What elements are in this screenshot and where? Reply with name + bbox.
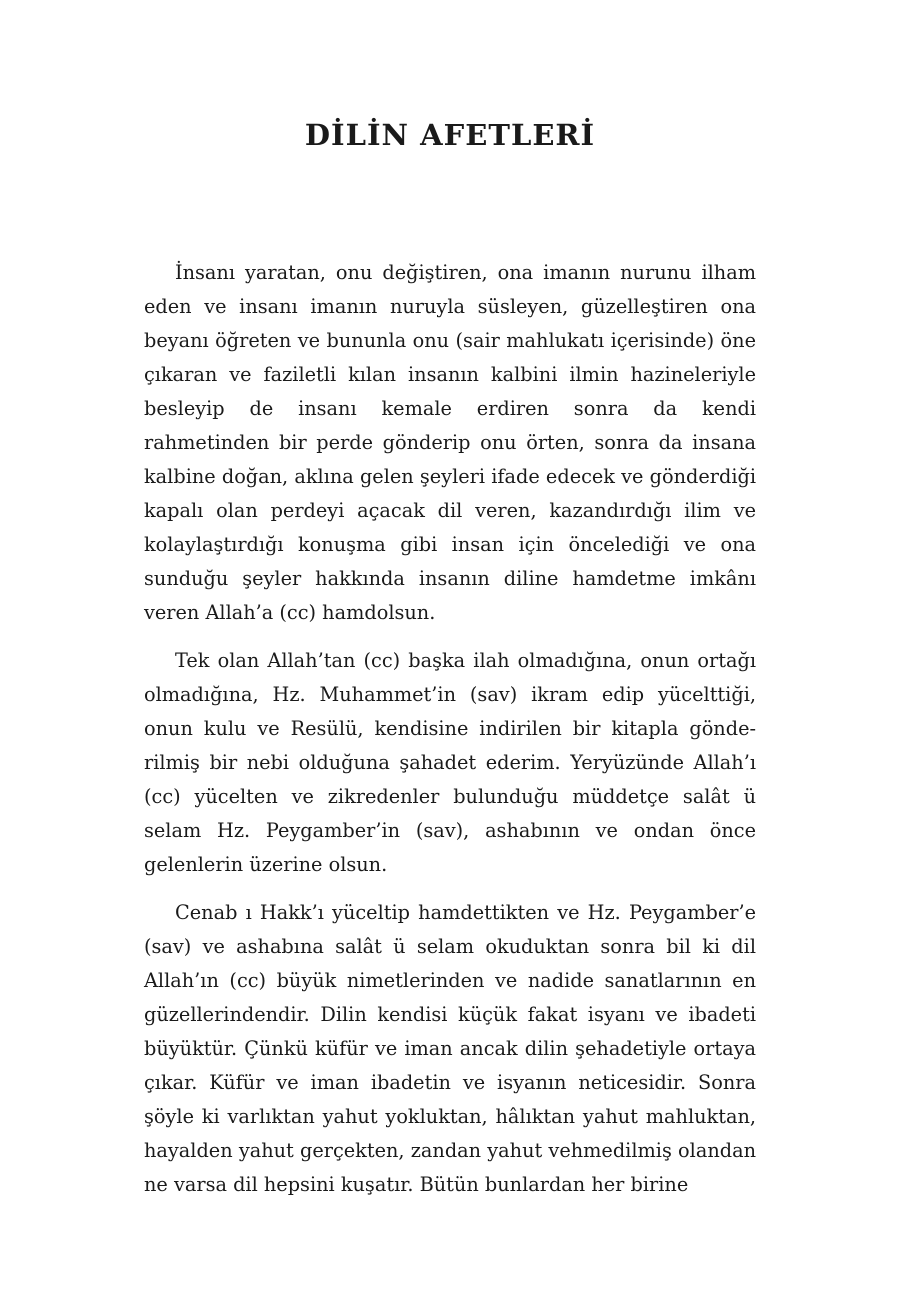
paragraph-3: Cenab ı Hakk’ı yüceltip hamdettikten ve Hz. Peygamber’e (sav) ve ashabına salât ü selam okuduktan sonra bil ki dil Allah’ın (cc) büyük nimetlerinden ve nadide sanatlarının en güzellerindendir. Dilin kendisi küçük fakat isyanı ve ibadeti büyüktür. Çünkü küfür ve iman ancak dilin şehadetiyle ortaya çıkar. Küfür ve iman ibadetin ve isyanın neticesidir. Sonra şöyle ki varlıktan yahut yokluktan, hâlıktan yahut mahluktan, hayalden yahut gerçekten, zandan yahut vehmedilmiş olandan ne varsa dil hepsini kuşatır. Bütün bunlardan her birine bbox=[144, 901, 756, 1196]
chapter-title: DİLİN AFETLERİ bbox=[304, 118, 596, 152]
paragraph-1: İnsanı yaratan, onu değiştiren, ona imanın nurunu ilham eden ve insanı imanın nuruyla süsleyen, güzelleştiren ona beyanı öğreten ve bununla onu (sair mahlukatı içerisinde) öne çıkaran ve faziletli kılan insanın kalbini ilmin hazineleriyle besleyip de insanı kemale erdiren sonra da kendi rahmetinden bir perde gönderip onu örten, sonra da insana kalbine doğan, aklına gelen şeyleri ifade edecek ve gönderdiği kapalı olan perdeyi açacak dil veren, kazandırdığı ilim ve kolaylaştırdığı konuşma gibi insan için öncelediği ve ona sunduğu şeyler hakkında insanın diline hamdetme imkânı veren Allah’a (cc) hamdolsun. bbox=[144, 261, 756, 624]
body-text bbox=[144, 256, 756, 1216]
paragraph-2: Tek olan Allah’tan (cc) başka ilah olmadığına, onun ortağı olmadığına, Hz. Muhammet’in (sav) ikram edip yücelttiği, onun kulu ve Resülü, kendisine indirilen bir kitapla gönderilmiş bir nebi olduğuna şahadet ederim. Yeryüzünde Allah’ı (cc) yücelten ve zikredenler bulunduğu müddetçe salât ü selam Hz. Peygamber’in (sav), ashabının ve ondan önce gelenlerin üzerine olsun. bbox=[144, 649, 756, 876]
